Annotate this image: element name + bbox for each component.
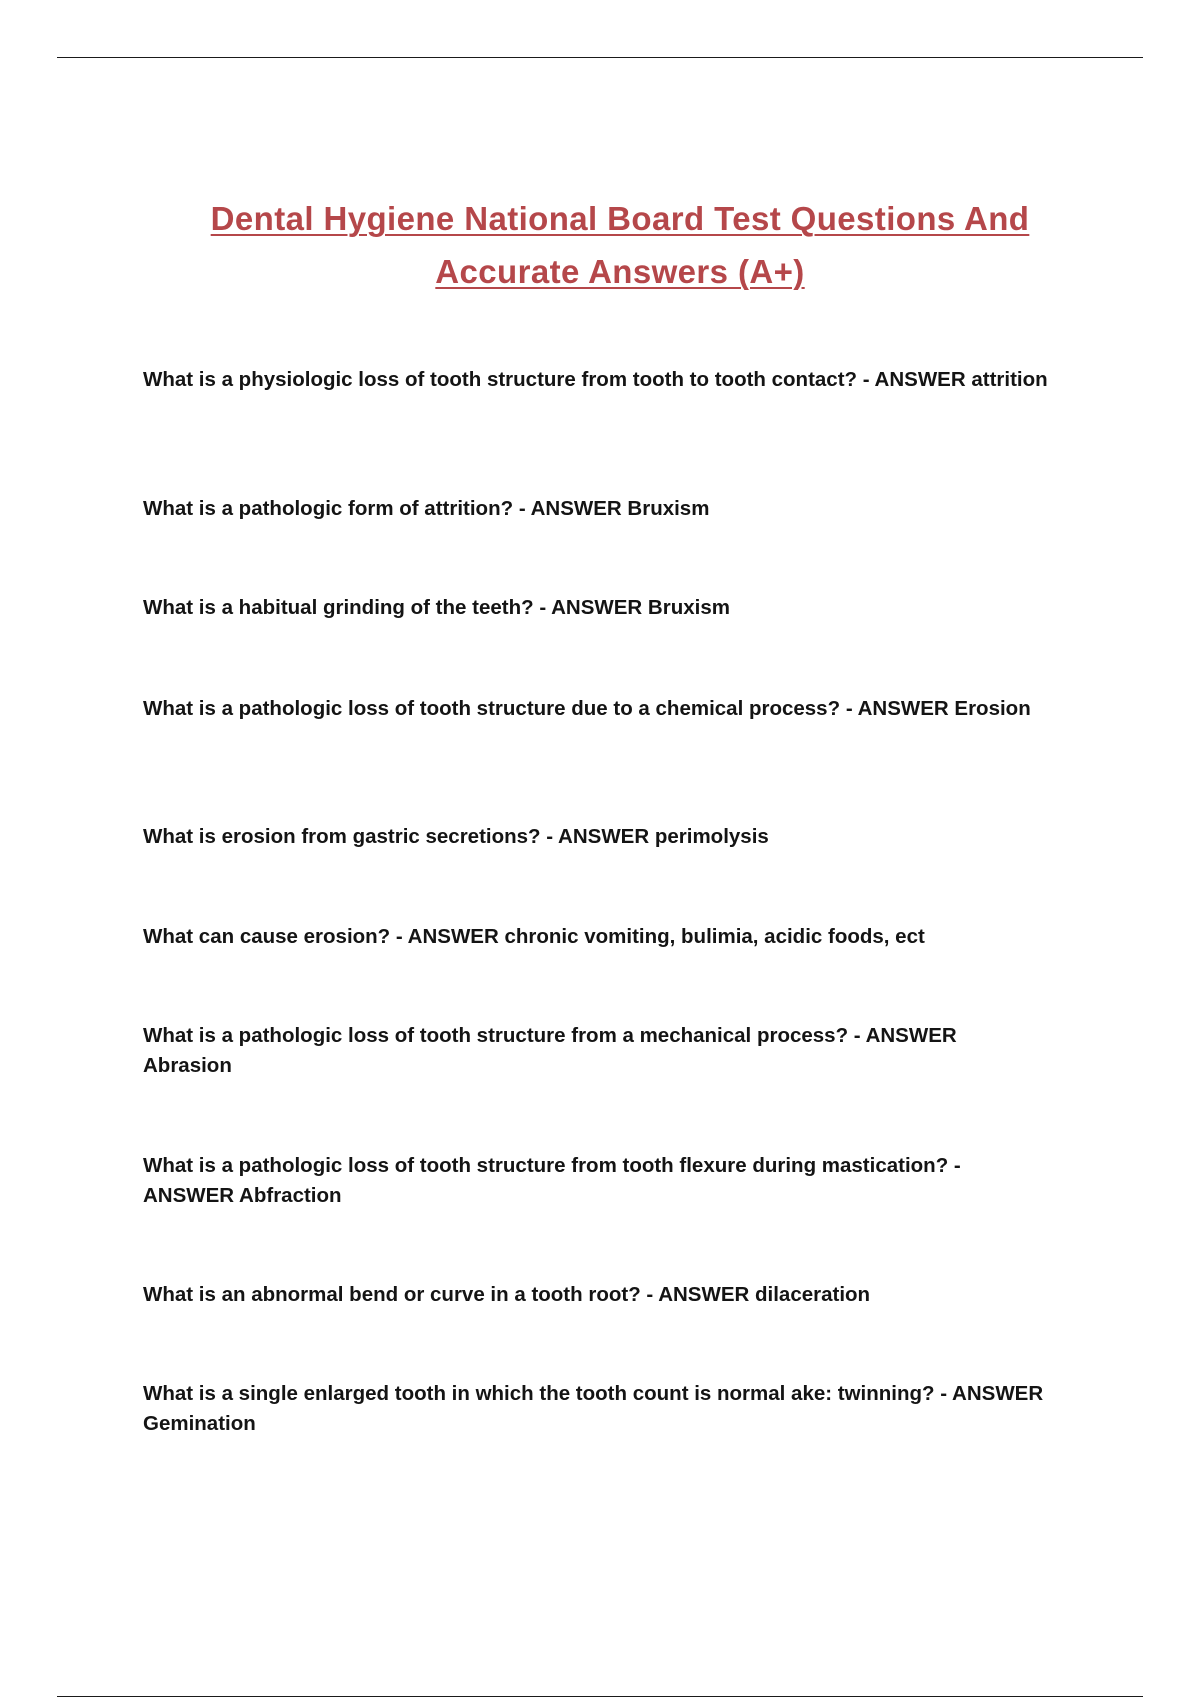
answer-text: Abrasion bbox=[143, 1054, 232, 1077]
answer-text: perimolysis bbox=[654, 825, 769, 848]
question-text: What is a pathologic loss of tooth structure from a mechanical process? bbox=[143, 1024, 849, 1047]
answer-label: ANSWER bbox=[952, 1382, 1044, 1405]
answer-label: ANSWER bbox=[865, 1024, 957, 1047]
question-text: What is a pathologic form of attrition? bbox=[143, 497, 514, 520]
question-text: What is a physiologic loss of tooth structure from tooth to tooth contact? bbox=[143, 368, 858, 391]
footer-rule bbox=[57, 1696, 1143, 1697]
answer-text: dilaceration bbox=[755, 1283, 871, 1306]
qa-item: What can cause erosion? - ANSWER chronic vomiting, bulimia, acidic foods, ect bbox=[143, 925, 925, 948]
title-line-2: Accurate Answers (A+) bbox=[435, 253, 805, 290]
answer-label: ANSWER bbox=[558, 825, 650, 848]
answer-label: ANSWER bbox=[407, 925, 499, 948]
answer-text: Gemination bbox=[143, 1412, 256, 1435]
question-text: What is a pathologic loss of tooth structure from tooth flexure during mastication? bbox=[143, 1154, 949, 1177]
question-text: What is a pathologic loss of tooth structure due to a chemical process? bbox=[143, 697, 841, 720]
qa-item: What is a single enlarged tooth in which the tooth count is normal ake: twinning? - ANSWER Gemination bbox=[143, 1382, 1044, 1435]
answer-text: Abfraction bbox=[239, 1184, 342, 1207]
answer-label: ANSWER bbox=[874, 368, 966, 391]
header-rule bbox=[57, 57, 1143, 58]
question-text: What is a single enlarged tooth in which the tooth count is normal ake: twinning? bbox=[143, 1382, 935, 1405]
question-text: What can cause erosion? bbox=[143, 925, 391, 948]
question-text: What is an abnormal bend or curve in a tooth root? bbox=[143, 1283, 641, 1306]
answer-text: Erosion bbox=[954, 697, 1031, 720]
answer-text: attrition bbox=[971, 368, 1048, 391]
qa-item: What is a pathologic form of attrition? - ANSWER Bruxism bbox=[143, 497, 710, 520]
qa-item: What is a habitual grinding of the teeth? - ANSWER Bruxism bbox=[143, 596, 730, 619]
answer-text: Bruxism bbox=[647, 596, 730, 619]
qa-item: What is an abnormal bend or curve in a tooth root? - ANSWER dilaceration bbox=[143, 1283, 871, 1306]
qa-item: What is a pathologic loss of tooth structure due to a chemical process? - ANSWER Erosion bbox=[143, 697, 1031, 720]
answer-label: ANSWER bbox=[530, 497, 622, 520]
qa-item: What is erosion from gastric secretions? - ANSWER perimolysis bbox=[143, 825, 769, 848]
question-text: What is a habitual grinding of the teeth? bbox=[143, 596, 534, 619]
answer-label: ANSWER bbox=[143, 1184, 235, 1207]
question-text: What is erosion from gastric secretions? bbox=[143, 825, 541, 848]
title-line-1: Dental Hygiene National Board Test Questions And bbox=[210, 200, 1030, 237]
answer-label: ANSWER bbox=[551, 596, 643, 619]
qa-item: What is a pathologic loss of tooth structure from tooth flexure during mastication? - ANSWER Abfraction bbox=[143, 1154, 961, 1207]
answer-label: ANSWER bbox=[857, 697, 949, 720]
answer-text: Bruxism bbox=[627, 497, 710, 520]
answer-text: chronic vomiting, bulimia, acidic foods, ect bbox=[504, 925, 925, 948]
qa-item: What is a physiologic loss of tooth structure from tooth to tooth contact? - ANSWER attrition bbox=[143, 368, 1048, 391]
page-title bbox=[0, 192, 1200, 298]
qa-item: What is a pathologic loss of tooth structure from a mechanical process? - ANSWER Abrasion bbox=[143, 1024, 957, 1077]
answer-label: ANSWER bbox=[658, 1283, 750, 1306]
